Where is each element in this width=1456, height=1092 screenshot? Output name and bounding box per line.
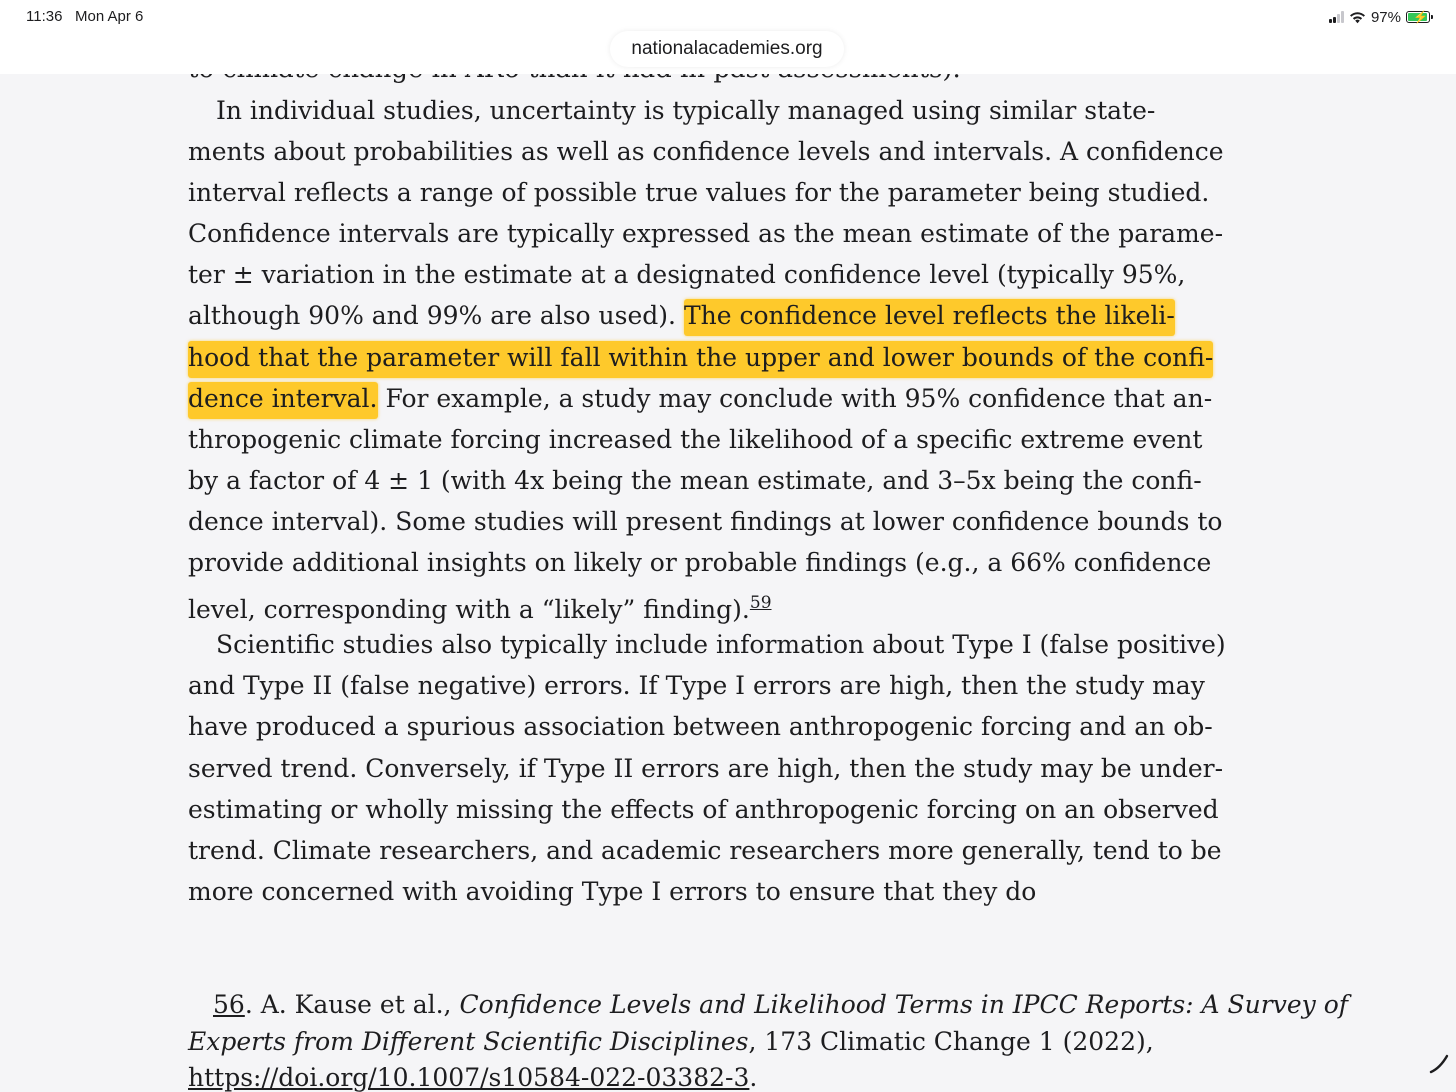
text-line: ter ± variation in the estimate at a designated confidence level (typically 95%, [188,260,1186,290]
text-line: In individual studies, uncertainty is typically managed using similar state- [216,96,1156,125]
pencil-stroke-icon[interactable] [1428,1052,1450,1074]
battery-percent: 97% [1370,8,1401,26]
paragraph [188,90,1248,624]
footnote-end: . [749,1063,758,1092]
text-line: provide additional insights on likely or probable findings (e.g., a 66% confidence [188,548,1212,578]
wifi-icon [1349,11,1366,24]
highlighted-text[interactable]: dence interval. [188,382,378,419]
paragraph [188,624,1248,912]
text-line: Scientific studies also typically include information about Type I (false positive) [216,630,1226,660]
text-line [188,583,1248,624]
footnote-authors: . A. Kause et al., [244,990,460,1019]
article-body [188,90,1248,912]
footnote-line [188,1024,1258,1061]
text-line: trend. Climate researchers, and academic researchers more generally, tend to be [188,835,1222,865]
text-segment: For example, a study may conclude with 95% confidence that an- [377,383,1213,413]
footnote [188,987,1349,1092]
text-line: by a factor of 4 ± 1 (with 4x being the mean estimate, and 3–5x being the confi- [188,465,1202,495]
text-line: have produced a spurious association between anthropogenic forcing and an ob- [188,712,1213,742]
text-line: dence interval). Some studies will present findings at lower confidence bounds to [188,506,1223,536]
url-text: nationalacademies.org [631,38,823,59]
text-line [188,337,1248,378]
highlighted-text[interactable]: hood that the parameter will fall within the upper and lower bounds of the confi- [188,341,1213,378]
status-time: 11:36 [26,8,63,25]
text-line [188,295,1248,336]
text-line [188,378,1248,419]
text-line: more concerned with avoiding Type I errors to ensure that they do [188,876,1037,906]
text-line: thropogenic climate forcing increased the likelihood of a specific extreme event [188,424,1203,454]
footnote-title: Confidence Levels and Likelihood Terms in IPCC Reports: A Survey of [459,990,1349,1019]
text-line: estimating or wholly missing the effects of anthropogenic forcing on an observed [188,794,1219,824]
text-line: ments about probabilities as well as confidence levels and intervals. A confidence [188,137,1224,167]
footnote-citation: , 173 Climatic Change 1 (2022), [748,1026,1154,1056]
text-segment: level, corresponding with a “likely” finding). [188,595,750,625]
signal-icon [1329,11,1344,23]
footnote-title: Experts from Different Scientific Disciplines [188,1026,749,1056]
text-line: served trend. Conversely, if Type II errors are high, then the study may be under- [188,753,1224,783]
footnote-number-link[interactable]: 56 [213,990,245,1019]
footnote-ref-link[interactable]: 59 [749,593,772,614]
text-line: interval reflects a range of possible true values for the parameter being studied. [188,178,1210,208]
url-bar[interactable] [610,31,844,67]
text-line: Confidence intervals are typically expressed as the mean estimate of the parame- [188,219,1224,249]
footnote-line [188,987,1349,1024]
battery-icon: ⚡ [1406,11,1430,23]
doi-link[interactable]: https://doi.org/10.1007/s10584-022-03382-3 [188,1063,750,1092]
highlighted-text[interactable]: The confidence level reflects the likeli- [684,299,1175,336]
text-line: and Type II (false negative) errors. If Type I errors are high, then the study may [188,671,1205,701]
footnote-line [188,1060,1258,1092]
text-segment: although 90% and 99% are also used). [188,301,684,331]
status-icons [1329,6,1430,28]
status-date: Mon Apr 6 [75,8,144,25]
